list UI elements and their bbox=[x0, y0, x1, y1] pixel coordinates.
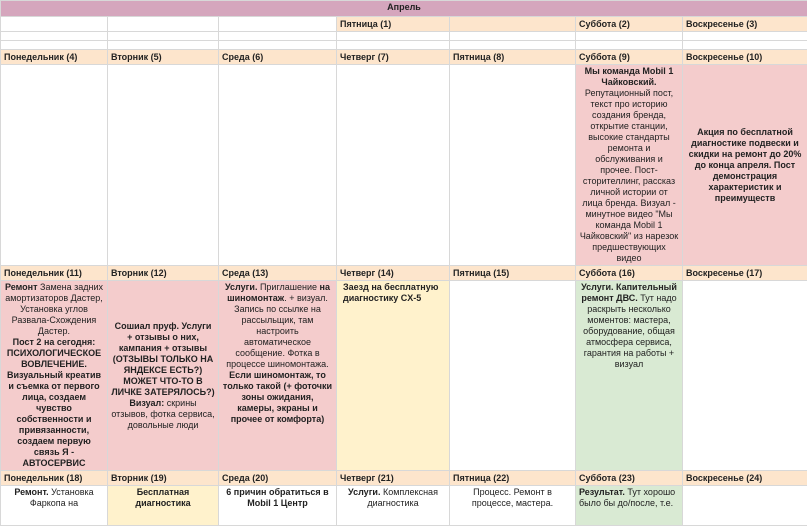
tue-12-bold-2: Визуал: bbox=[129, 398, 164, 408]
sun-10-text: Акция по бесплатной диагностике подвески и скидки на ремонт до 20% до конца апреля. Пост демонстрация характеристик и преимуществ bbox=[689, 127, 802, 203]
wed-13-bold-1: Услуги. bbox=[225, 282, 257, 292]
week1-empty-3[interactable] bbox=[219, 17, 337, 32]
day-header-sun-17[interactable]: Воскресенье (17) bbox=[683, 266, 807, 281]
day-header-sun-3[interactable]: Воскресенье (3) bbox=[683, 17, 807, 32]
day-header-fri-22[interactable]: Пятница (22) bbox=[450, 471, 576, 486]
wed-13-bold-3: Если шиномонтаж, то только такой (+ фоточки зоны ожидания, камеры, экраны и прочее от комфорта) bbox=[223, 370, 332, 424]
cell-wed-13[interactable] bbox=[219, 281, 337, 471]
cell-tue-5[interactable] bbox=[108, 65, 219, 266]
cell-thu-21[interactable] bbox=[337, 486, 450, 526]
wed-13-bold-2: на шиномонтаж bbox=[227, 282, 330, 303]
cell-sun-10[interactable] bbox=[683, 65, 807, 266]
thu-14-bold: Заезд на бесплатную диагностику CX-5 bbox=[343, 282, 438, 303]
cell-thu-14[interactable] bbox=[337, 281, 450, 471]
cell-fri-8[interactable] bbox=[450, 65, 576, 266]
day-header-thu-7[interactable]: Четверг (7) bbox=[337, 50, 450, 65]
cell-sat-9[interactable] bbox=[576, 65, 683, 266]
day-header-wed-20[interactable]: Среда (20) bbox=[219, 471, 337, 486]
cell-sat-16[interactable] bbox=[576, 281, 683, 471]
day-header-tue-5[interactable]: Вторник (5) bbox=[108, 50, 219, 65]
day-header-wed-13[interactable]: Среда (13) bbox=[219, 266, 337, 281]
cell[interactable] bbox=[1, 32, 108, 41]
day-header-fri-15[interactable]: Пятница (15) bbox=[450, 266, 576, 281]
cell-sun-24[interactable] bbox=[683, 486, 807, 526]
cell[interactable] bbox=[450, 32, 576, 41]
cell-wed-20[interactable] bbox=[219, 486, 337, 526]
mon-18-bold: Ремонт. bbox=[14, 487, 48, 497]
cell-sat-23[interactable] bbox=[576, 486, 683, 526]
tue-19-bold: Бесплатная диагностика bbox=[135, 487, 190, 508]
cell-mon-4[interactable] bbox=[1, 65, 108, 266]
sat-23-text: Тут хорошо было бы до/после, т.е. bbox=[579, 487, 675, 508]
thu-21-bold: Услуги. bbox=[348, 487, 380, 497]
week2-header-row bbox=[1, 50, 807, 65]
day-header-tue-19[interactable]: Вторник (19) bbox=[108, 471, 219, 486]
day-header-fri-1[interactable]: Пятница (1) bbox=[337, 17, 450, 32]
day-header-mon-18[interactable]: Понедельник (18) bbox=[1, 471, 108, 486]
week1-content-row bbox=[1, 32, 807, 41]
week3-content-row bbox=[1, 281, 807, 471]
cell-fri-15[interactable] bbox=[450, 281, 576, 471]
cell-wed-6[interactable] bbox=[219, 65, 337, 266]
mon-18-text: Установка Фаркопа на bbox=[30, 487, 94, 508]
day-header-sun-10[interactable]: Воскресенье (10) bbox=[683, 50, 807, 65]
cell-mon-11[interactable] bbox=[1, 281, 108, 471]
cell-tue-19[interactable] bbox=[108, 486, 219, 526]
week4-content-row bbox=[1, 486, 807, 526]
tue-12-bold-1: Сошиал пруф. Услуги + отзывы о них, кампания + отзывы (ОТЗЫВЫ ТОЛЬКО НА ЯНДЕКСЕ ЕСТЬ?) МОЖЕТ ЧТО-ТО В ЛИЧКЕ ЗАТЕРЯЛОСЬ?) bbox=[111, 321, 214, 397]
month-title: Апрель bbox=[1, 1, 807, 17]
day-header-sun-24[interactable]: Воскресенье (24) bbox=[683, 471, 807, 486]
day-header-fri-1b[interactable] bbox=[450, 17, 576, 32]
day-header-tue-12[interactable]: Вторник (12) bbox=[108, 266, 219, 281]
day-header-thu-14[interactable]: Четверг (14) bbox=[337, 266, 450, 281]
thu-21-text: Комплексная диагностика bbox=[367, 487, 438, 508]
cell-sun-17[interactable] bbox=[683, 281, 807, 471]
day-header-mon-11[interactable]: Понедельник (11) bbox=[1, 266, 108, 281]
sat-9-body: Репутационный пост, текст про историю создания бренда, открытие станции, высокие стандарты ремонта и обслуживания и прочее. Пост-сторителлинг, рассказ личной истории от лица бренда. Визуал - минутное видео "Мы команда Mobil 1 Чайковский" из нарезок предшествующих видео bbox=[580, 88, 678, 263]
cell-mon-18[interactable] bbox=[1, 486, 108, 526]
wed-20-bold: 6 причин обратиться в Mobil 1 Центр bbox=[226, 487, 328, 508]
cell-thu-7[interactable] bbox=[337, 65, 450, 266]
wed-13-text-1: Приглашение bbox=[257, 282, 319, 292]
day-header-thu-21[interactable]: Четверг (21) bbox=[337, 471, 450, 486]
day-header-mon-4[interactable]: Понедельник (4) bbox=[1, 50, 108, 65]
cell-tue-12[interactable] bbox=[108, 281, 219, 471]
cell-fri-22[interactable] bbox=[450, 486, 576, 526]
week2-content-row bbox=[1, 65, 807, 266]
mon-11-text-1: Замена задних амортизаторов Дастер, Установка углов Развала-Схождения Дастер. bbox=[5, 282, 103, 336]
day-header-sat-9[interactable]: Суббота (9) bbox=[576, 50, 683, 65]
cell[interactable] bbox=[219, 32, 337, 41]
week1-empty-2[interactable] bbox=[108, 17, 219, 32]
week4-header-row bbox=[1, 471, 807, 486]
week1-header-row bbox=[1, 17, 807, 32]
sat-9-title: Мы команда Mobil 1 Чайковский. bbox=[585, 66, 674, 87]
sat-23-bold: Результат. bbox=[579, 487, 625, 497]
tue-12-text-2: скрины отзывов, фотка сервиса, довольные люди bbox=[111, 398, 214, 430]
fri-22-text: Процесс. Ремонт в процессе, мастера. bbox=[472, 487, 553, 508]
week3-header-row bbox=[1, 266, 807, 281]
mon-11-bold-2: Пост 2 на сегодня: ПСИХОЛОГИЧЕСКОЕ ВОВЛЕЧЕНИЕ. Визуальный креатив и съемка от первого лица, создаем чувство собственности и привязанности, создаем первую связь Я - АВТОСЕРВИС bbox=[7, 337, 101, 468]
cell[interactable] bbox=[108, 32, 219, 41]
week1-empty-1[interactable] bbox=[1, 17, 108, 32]
day-header-wed-6[interactable]: Среда (6) bbox=[219, 50, 337, 65]
day-header-sat-2[interactable]: Суббота (2) bbox=[576, 17, 683, 32]
day-header-sat-16[interactable]: Суббота (16) bbox=[576, 266, 683, 281]
wed-13-text-2: . + визуал. Запись по ссылке на рассыльщик, там настроить автоматическое сообщение. Фотка в процессе шиномонтажа. bbox=[226, 293, 328, 369]
sat-16-text: Тут надо раскрыть несколько моментов: мастера, оборудование, общая атмосфера сервиса, гарантия на работы + визуал bbox=[583, 293, 676, 369]
day-header-sat-23[interactable]: Суббота (23) bbox=[576, 471, 683, 486]
day-header-fri-8[interactable]: Пятница (8) bbox=[450, 50, 576, 65]
cell[interactable] bbox=[576, 32, 683, 41]
sat-16-bold: Услуги. Капительный ремонт ДВС. bbox=[581, 282, 677, 303]
mon-11-bold-1: Ремонт bbox=[5, 282, 38, 292]
cell[interactable] bbox=[683, 32, 807, 41]
cell[interactable] bbox=[337, 32, 450, 41]
